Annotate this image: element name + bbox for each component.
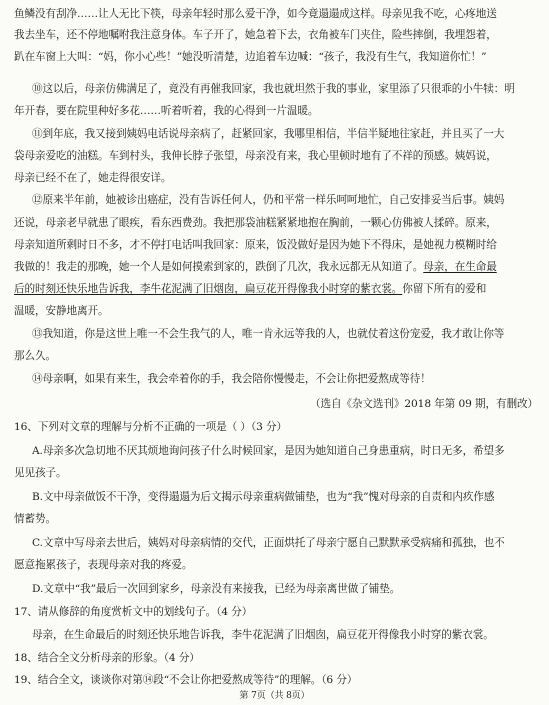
passage-line: 鱼鳞没有刮净……让人无比下筷，母亲年轻时那么爱干净，如今竟遢遢成这样。母亲见我不吃，心疼地送: [14, 8, 497, 20]
question-17-quote: 母亲，在生命最后的时刻还快乐地告诉我，李牛花泥满了旧烟囱，扁豆花开得像我小时穿的紫衣裳。: [32, 629, 494, 641]
paragraph-12-line: [14, 260, 497, 274]
passage-line: 我去坐车，还不停地嘱咐我注意身体。车子开了，她急着下去，衣角被车门夹住，险些摔倒，我埋怨着，: [14, 29, 497, 41]
paragraph-12-line: 还说，母亲老早就患了眼疾，看东西费劲。我把那袋油糕紧紧地抱在胸前，一颗心仿佛被人揉碎。原来，: [14, 217, 497, 229]
paragraph-11-line: ⑪到年底，我又接到姨妈电话说母亲病了，赶紧回家，我哪里相信，半信半疑地往家赶，并且买了一大: [32, 128, 505, 140]
paragraph-12-text: 我做的！我走的那晚，她一个人是如何摸索到家的，跌倒了几次，我永远都无从知道了。: [14, 261, 424, 273]
paragraph-12-line: 母亲知道所剩时日不多，才不停打电话叫我回家：原来，饭没做好是因为她下不得床，是她视力模糊时给: [14, 239, 497, 251]
question-17: 17、请从修辞的角度赏析文中的划线句子。（4 分）: [14, 606, 253, 618]
option-d: D.文章中“我”最后一次回到家乡，母亲没有来接我，已经为母亲离世做了铺垫。: [32, 583, 401, 595]
paragraph-12-line: 温暖，安静地离开。: [14, 305, 109, 317]
passage-line: 趴在车窗上大叫：“妈，你小心些！”她没听清楚，边追着车边喊：“孩子，我没有生气，我知道你忙！”: [14, 51, 487, 63]
option-a: 见见孩子。: [14, 467, 67, 479]
option-c: 愿意拖累孩子，表现母亲对我的疼爱。: [14, 559, 193, 571]
paragraph-12-text: 你留下所有的爱和: [402, 283, 487, 295]
option-c: C.文章中写母亲去世后，姨妈对母亲病情的交代，正面烘托了母亲宁愿自己默默承受病痛和孤独，也不: [32, 537, 505, 549]
paragraph-12-line: [14, 282, 486, 296]
page-footer: 第 7页（共 8页）: [239, 691, 310, 701]
option-a: A.母亲多次急切地不厌其烦地询问孩子什么时候回家，是因为她知道自己身患重病，时日无多，希望多: [32, 445, 505, 457]
paragraph-14-line: ⑭母亲啊，如果有来生，我会牵着你的手，我会陪你慢慢走，不会让你把爱熬成等待！: [32, 373, 431, 385]
paragraph-11-line: 母亲已经不在了，她走得很安详。: [14, 172, 172, 184]
source-citation: （选自《杂文选刊》2018 年第 09 期，有删改）: [309, 398, 538, 410]
paragraph-10-line: 年开春，要在院里种好多花……听着听着，我的心得到一片温暖。: [14, 105, 319, 117]
question-19: 19、结合全文，谈谈你对第⑭段“不会让你把爱熬成等待”的理解。（6 分）: [14, 674, 358, 686]
underlined-sentence: 母亲，在生命最: [423, 261, 497, 273]
option-b: B.文中母亲做饭不干净，变得遢遢为后文揭示母亲重病做铺垫，也为“我”愧对母亲的自责和内疚作感: [32, 491, 495, 503]
option-b: 情蓄势。: [14, 513, 56, 525]
question-16: 16、下列对文章的理解与分析不正确的一项是（ ）（3 分）: [14, 421, 288, 433]
paragraph-11-line: 袋母亲爱吃的油糕。车到村头，我伸长脖子张望，母亲没有来，我心里顿时地有了不祥的预感。姨妈说，: [14, 150, 497, 162]
paragraph-13-line: ⑬我知道，你是这世上唯一不会生我气的人，唯一肯永远等我的人，也就仗着这份宠爱，我才敢让你等: [32, 328, 505, 340]
paragraph-12-line: ⑫原来半年前，她被诊出癌症，没有告诉任何人，仍和平常一样乐呵呵地忙，自己安排妥当后事。姨妈: [32, 194, 505, 206]
question-18: 18、结合全文分析母亲的形象。（4 分）: [14, 652, 200, 664]
underlined-sentence: 后的时刻还快乐地告诉我，李牛花泥满了旧烟囱，扁豆花开得像我小时穿的紫衣裳。: [14, 283, 403, 295]
paragraph-10-line: ⑩这以后，母亲仿佛满足了，竟没有再催我回家，我也就坦然于我的事业，家里添了只很乖的小牛犊：明: [32, 83, 515, 95]
paragraph-13-line: 那么久。: [14, 350, 56, 362]
